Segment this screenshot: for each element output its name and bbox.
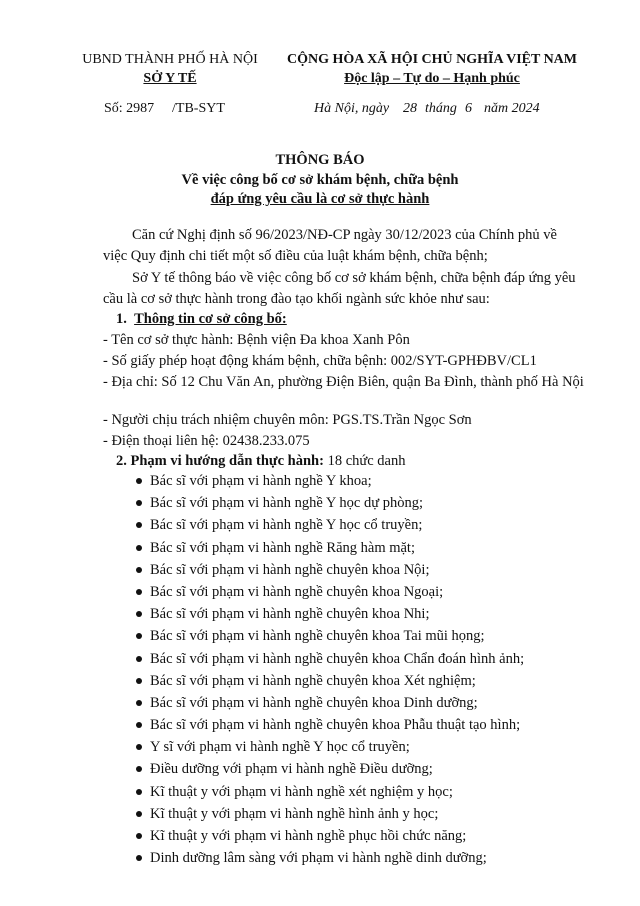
list-item: Kĩ thuật y với phạm vi hành nghề xét nghiệm y học; — [103, 781, 524, 803]
country-name: CỘNG HÒA XÃ HỘI CHỦ NGHĨA VIỆT NAM — [286, 52, 577, 67]
bullet-icon — [136, 700, 142, 706]
list-item: Kĩ thuật y với phạm vi hành nghề phục hồi chức năng; — [103, 825, 524, 847]
list-item: Bác sĩ với phạm vi hành nghề chuyên khoa Dinh dưỡng; — [103, 692, 524, 714]
bullet-icon — [136, 789, 142, 795]
list-item: Điều dưỡng với phạm vi hành nghề Điều dưỡng; — [103, 758, 524, 780]
document-subject-line2: đáp ứng yêu cầu là cơ sở thực hành — [210, 191, 430, 207]
document-title: THÔNG BÁO — [275, 152, 365, 168]
document-number: Số: 2987 — [104, 101, 155, 116]
license-number: - Số giấy phép hoạt động khám bệnh, chữa bệnh: 002/SYT-GPHĐBV/CL1 — [103, 353, 537, 369]
bullet-icon — [136, 811, 142, 817]
list-item: Bác sĩ với phạm vi hành nghề chuyên khoa Phẫu thuật tạo hình; — [103, 714, 524, 736]
list-item: Bác sĩ với phạm vi hành nghề chuyên khoa Chẩn đoán hình ảnh; — [103, 648, 524, 670]
list-item: Bác sĩ với phạm vi hành nghề chuyên khoa Nhi; — [103, 603, 524, 625]
bullet-icon — [136, 545, 142, 551]
date-month: 6 — [465, 101, 472, 116]
agency-name: SỞ Y TẾ — [143, 71, 197, 86]
date-day: 28 — [403, 101, 417, 116]
section2-heading: 2. Phạm vi hướng dẫn thực hành: 18 chức danh — [116, 453, 406, 469]
list-item: Bác sĩ với phạm vi hành nghề chuyên khoa Tai mũi họng; — [103, 625, 524, 647]
agency-parent: UBND THÀNH PHỐ HÀ NỘI — [82, 52, 258, 67]
contact-phone: - Điện thoại liên hệ: 02438.233.075 — [103, 433, 310, 449]
issuing-agency-block — [70, 50, 270, 88]
date-prefix: Hà Nội, ngày — [314, 101, 390, 116]
facility-address: - Địa chỉ: Số 12 Chu Văn An, phường Điện Biên, quận Ba Đình, thành phố Hà Nội — [103, 374, 584, 390]
list-item: Bác sĩ với phạm vi hành nghề Y học dự phòng; — [103, 492, 524, 514]
bullet-icon — [136, 611, 142, 617]
bullet-icon — [136, 855, 142, 861]
date-year: năm 2024 — [484, 101, 540, 116]
list-item: Bác sĩ với phạm vi hành nghề Răng hàm mặt; — [103, 537, 524, 559]
bullet-icon — [136, 589, 142, 595]
bullet-icon — [136, 678, 142, 684]
bullet-icon — [136, 744, 142, 750]
list-item: Bác sĩ với phạm vi hành nghề Y khoa; — [103, 470, 524, 492]
document-subject-line1: Về việc công bố cơ sở khám bệnh, chữa bệnh — [181, 172, 459, 188]
bullet-icon — [136, 722, 142, 728]
document-number-suffix: /TB-SYT — [172, 101, 225, 116]
list-item: Dinh dưỡng lâm sàng với phạm vi hành nghề dinh dưỡng; — [103, 847, 524, 869]
list-item: Kĩ thuật y với phạm vi hành nghề hình ảnh y học; — [103, 803, 524, 825]
announcement-paragraph: Sở Y tế thông báo về việc công bố cơ sở khám bệnh, chữa bệnh đáp ứng yêu cầu là cơ sở thực hành trong đào tạo khối ngành sức khỏe như sau: — [103, 270, 576, 307]
motto: Độc lập – Tự do – Hạnh phúc — [344, 71, 520, 86]
bullet-icon — [136, 833, 142, 839]
list-item: Bác sĩ với phạm vi hành nghề Y học cổ truyền; — [103, 514, 524, 536]
bullet-icon — [136, 766, 142, 772]
bullet-icon — [136, 478, 142, 484]
practice-scope-list — [103, 470, 524, 869]
bullet-icon — [136, 633, 142, 639]
bullet-icon — [136, 522, 142, 528]
national-heading-block — [276, 50, 588, 88]
bullet-icon — [136, 656, 142, 662]
section1-heading: 1. Thông tin cơ sở công bố: — [116, 311, 287, 327]
facility-name: - Tên cơ sở thực hành: Bệnh viện Đa khoa Xanh Pôn — [103, 332, 410, 348]
list-item: Bác sĩ với phạm vi hành nghề chuyên khoa Xét nghiệm; — [103, 670, 524, 692]
bullet-icon — [136, 567, 142, 573]
responsible-person: - Người chịu trách nhiệm chuyên môn: PGS.TS.Trần Ngọc Sơn — [103, 412, 472, 428]
list-item: Bác sĩ với phạm vi hành nghề chuyên khoa Ngoại; — [103, 581, 524, 603]
bullet-icon — [136, 500, 142, 506]
list-item: Y sĩ với phạm vi hành nghề Y học cổ truyền; — [103, 736, 524, 758]
list-item: Bác sĩ với phạm vi hành nghề chuyên khoa Nội; — [103, 559, 524, 581]
legal-basis-paragraph: Căn cứ Nghị định số 96/2023/NĐ-CP ngày 30/12/2023 của Chính phủ về việc Quy định chi tiết một số điều của luật khám bệnh, chữa bệnh; — [103, 227, 557, 264]
date-month-label: tháng — [425, 101, 457, 116]
